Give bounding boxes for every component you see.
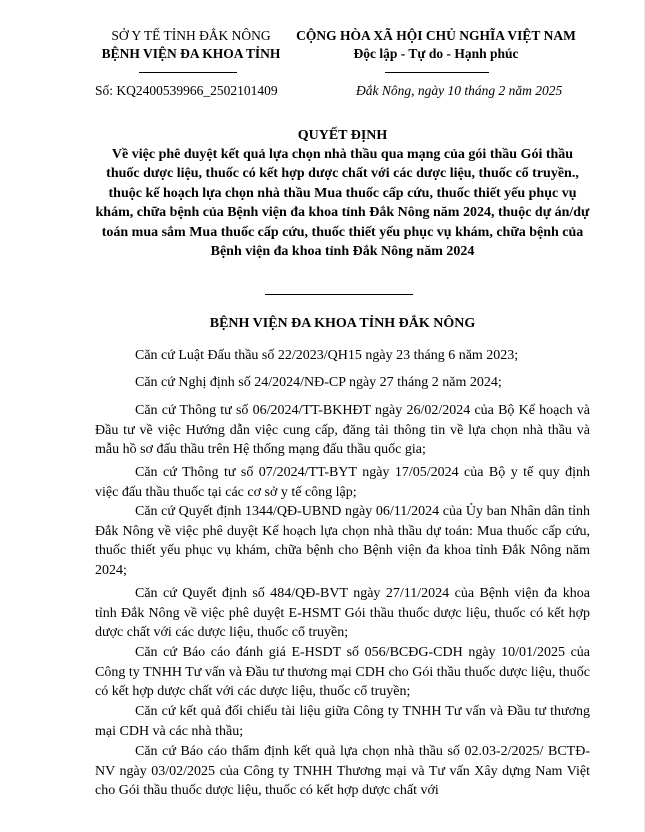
- basis-paragraph: Căn cứ Luật Đấu thầu số 22/2023/QH15 ngày 23 tháng 6 năm 2023;: [135, 348, 519, 363]
- document-number: Số: KQ2400539966_2502101409: [95, 83, 278, 98]
- place-and-date: Đắk Nông, ngày 10 tháng 2 năm 2025: [356, 83, 563, 98]
- basis-paragraph: Căn cứ Báo cáo thẩm định kết quả lựa chọn nhà thầu số 02.03-2/2025/ BCTĐ-NV ngày 03/02/2025 của Công ty TNHH Thương mại và Tư vấn Xây dựng Nam Việt cho Gói thầu thuốc dược liệu, thuốc có kết hợp dược chất với: [95, 744, 590, 798]
- basis-paragraph: Căn cứ Quyết định 1344/QĐ-UBND ngày 06/11/2024 của Ủy ban Nhân dân tỉnh Đắk Nông về việc phê duyệt Kế hoạch lựa chọn nhà thầu dự toán: Mua thuốc cấp cứu, thuốc thiết yếu phục vụ khám, chữa bệnh cho Bệnh viện đa khoa tỉnh Đắk Nông năm 2024;: [95, 504, 590, 578]
- basis-paragraph: Căn cứ Thông tư số 07/2024/TT-BYT ngày 17/05/2024 của Bộ y tế quy định việc đấu thầu thuốc tại các cơ sở y tế công lập;: [95, 465, 590, 500]
- motto-underline: [385, 72, 489, 73]
- basis-paragraph: Căn cứ kết quả đối chiếu tài liệu giữa Công ty TNHH Tư vấn và Đầu tư thương mại CDH và các nhà thầu;: [95, 704, 590, 739]
- basis-paragraph: Căn cứ Quyết định số 484/QĐ-BVT ngày 27/11/2024 của Bệnh viện đa khoa tỉnh Đắk Nông về việc phê duyệt E-HSMT Gói thầu thuốc dược liệu, thuốc có kết hợp dược chất với các dược liệu, thuốc cổ truyền;: [95, 586, 590, 640]
- hospital-name: BỆNH VIỆN ĐA KHOA TỈNH: [101, 46, 281, 61]
- agency-name: SỞ Y TẾ TỈNH ĐẮK NÔNG: [111, 28, 271, 43]
- nation-name: CỘNG HÒA XÃ HỘI CHỦ NGHĨA VIỆT NAM: [296, 28, 576, 43]
- basis-paragraph: Căn cứ Thông tư số 06/2024/TT-BKHĐT ngày 26/02/2024 của Bộ Kế hoạch và Đầu tư về việc Hướng dẫn việc cung cấp, đăng tải thông tin về lựa chọn nhà thầu và mẫu hồ sơ đấu thầu trên Hệ thống mạng đấu thầu quốc gia;: [95, 403, 590, 457]
- motto: Độc lập - Tự do - Hạnh phúc: [353, 46, 519, 61]
- decision-title: QUYẾT ĐỊNH: [297, 128, 388, 143]
- basis-paragraph: Căn cứ Báo cáo đánh giá E-HSDT số 056/BCĐG-CDH ngày 10/01/2025 của Công ty TNHH Tư vấn và Đầu tư thương mại CDH cho Gói thầu thuốc dược liệu, thuốc có kết hợp dược chất với các dược liệu, thuốc cổ truyền;: [95, 645, 590, 699]
- agency-underline: [139, 72, 237, 73]
- basis-paragraph: Căn cứ Nghị định số 24/2024/NĐ-CP ngày 27 tháng 2 năm 2024;: [135, 375, 502, 390]
- issuer-heading: BỆNH VIỆN ĐA KHOA TỈNH ĐẮK NÔNG: [209, 316, 476, 331]
- issuing-agency-block: [96, 27, 286, 63]
- national-motto-block: [286, 27, 586, 63]
- subject-underline: [265, 294, 413, 295]
- decision-subject: Về việc phê duyệt kết quả lựa chọn nhà thầu qua mạng của gói thầu Gói thầu thuốc dược liệu, thuốc có kết hợp dược chất với các dược liệu, thuốc cổ truyền., thuộc kế hoạch lựa chọn nhà thầu Mua thuốc cấp cứu, thuốc thiết yếu phục vụ khám, chữa bệnh của Bệnh viện đa khoa tỉnh Đắk Nông năm 2024, thuộc dự án/dự toán mua sắm Mua thuốc cấp cứu, thuốc thiết yếu phục vụ khám, chữa bệnh của Bệnh viện đa khoa tỉnh Đắk Nông năm 2024: [95, 147, 590, 260]
